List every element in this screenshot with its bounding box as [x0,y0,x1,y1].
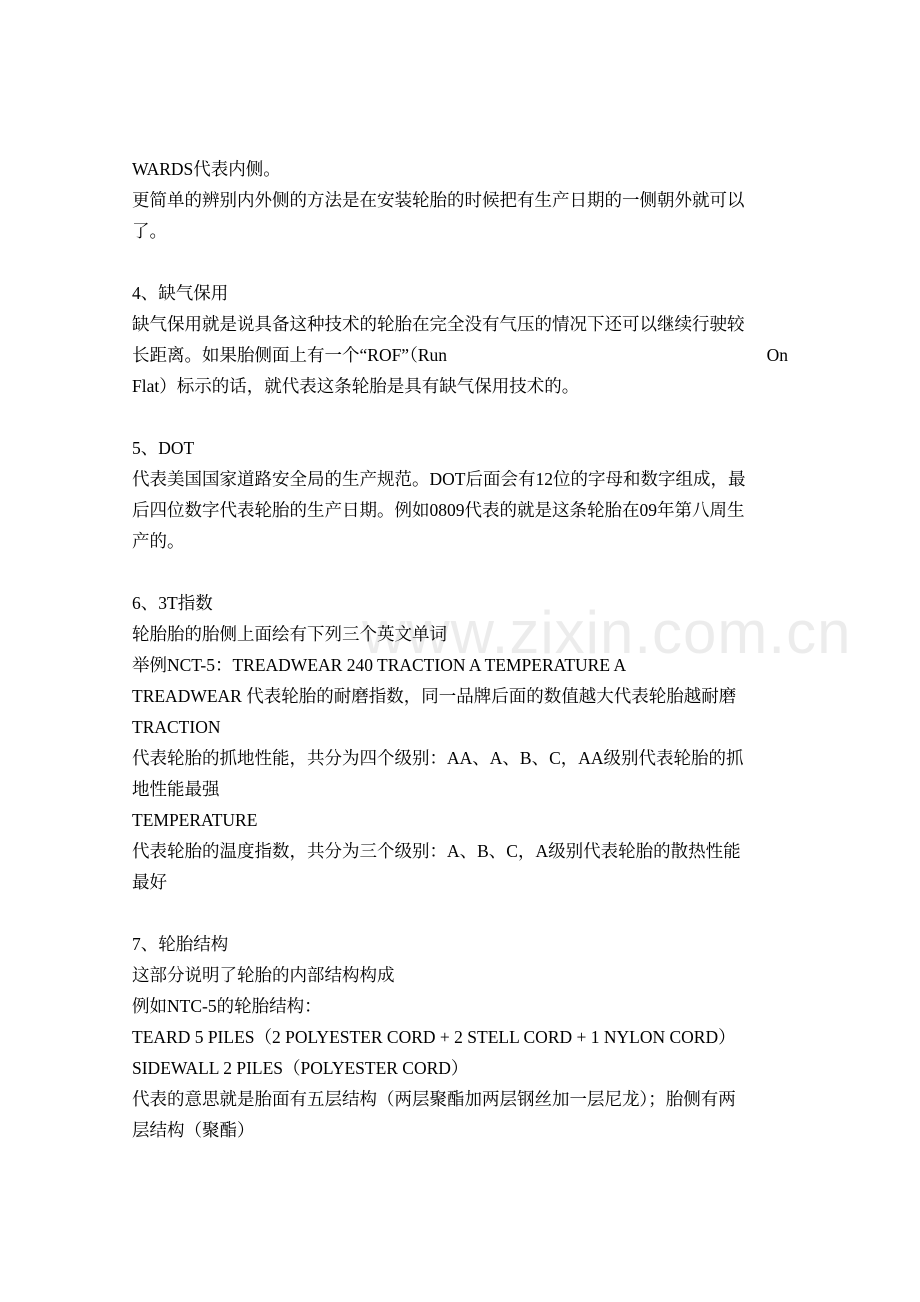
paragraph-line: 代表的意思就是胎面有五层结构（两层聚酯加两层钢丝加一层尼龙）；胎侧有两 [132,1089,736,1109]
paragraph-line: 后四位数字代表轮胎的生产日期。例如0809代表的就是这条轮胎在09年第八周生 [132,500,745,520]
paragraph-line: WARDS代表内侧。 [132,159,281,179]
paragraph-line: 产的。 [132,531,185,551]
paragraph-gap [132,898,788,929]
paragraph-line: Flat）标示的话，就代表这条轮胎是具有缺气保用技术的。 [132,376,580,396]
section-heading-6: 6、3T指数 [132,593,213,613]
paragraph-line: 缺气保用就是说具备这种技术的轮胎在完全没有气压的情况下还可以继续行驶较 [132,314,745,334]
section-heading-5: 5、DOT [132,438,195,458]
paragraph-line: 轮胎胎的胎侧上面绘有下列三个英文单词 [132,624,447,644]
paragraph-line: 这部分说明了轮胎的内部结构构成 [132,965,395,985]
text-run: 长距离。如果胎侧面上有一个“ROF”（Run [132,345,447,365]
paragraph-line-justified [132,340,788,371]
paragraph-line: 层结构（聚酯） [132,1120,255,1140]
section-heading-4: 4、缺气保用 [132,283,229,303]
paragraph-line: 代表轮胎的温度指数，共分为三个级别：A、B、C，A级别代表轮胎的散热性能 [132,841,741,861]
paragraph-gap [132,247,788,278]
paragraph-line: 地性能最强 [132,779,220,799]
paragraph-line: TREADWEAR 代表轮胎的耐磨指数，同一品牌后面的数值越大代表轮胎越耐磨 [132,686,737,706]
paragraph-gap [132,402,788,433]
document-body [132,154,788,1146]
paragraph-line: 了。 [132,221,167,241]
text-run: On [766,345,788,365]
paragraph-line: 代表轮胎的抓地性能，共分为四个级别：AA、A、B、C，AA级别代表轮胎的抓 [132,748,744,768]
paragraph-line: 举例NCT-5：TREADWEAR 240 TRACTION A TEMPERATURE A [132,655,627,675]
watermark: www.zixin.com.cn [362,599,852,666]
term-line: TRACTION [132,717,221,737]
paragraph-line: 例如NTC-5的轮胎结构： [132,996,322,1016]
paragraph-line: 更简单的辨别内外侧的方法是在安装轮胎的时候把有生产日期的一侧朝外就可以 [132,190,745,210]
paragraph-line: 最好 [132,872,167,892]
paragraph-gap [132,557,788,588]
paragraph-line: SIDEWALL 2 PILES（POLYESTER CORD） [132,1058,469,1078]
section-heading-7: 7、轮胎结构 [132,934,229,954]
term-line: TEMPERATURE [132,810,258,830]
paragraph-line: 代表美国国家道路安全局的生产规范。DOT后面会有12位的字母和数字组成，最 [132,469,746,489]
paragraph-line: TEARD 5 PILES（2 POLYESTER CORD + 2 STELL CORD + 1 NYLON CORD） [132,1027,736,1047]
